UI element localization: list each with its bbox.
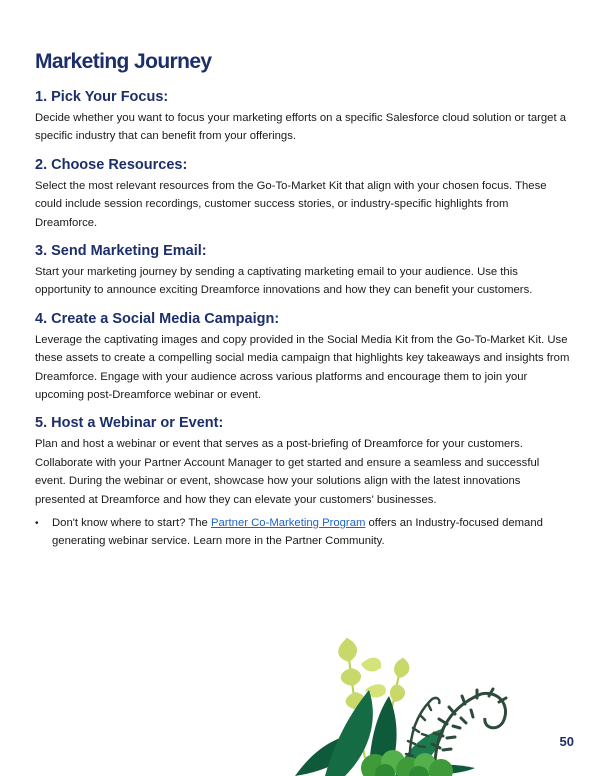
section-body: Start your marketing journey by sending a captivating marketing email to your audience. Use this opportunity to announce exciting Dreamforce innovations and how they can benefit your customers. [35,266,533,297]
section-heading: 2. Choose Resources: [35,156,188,173]
section-pick-focus [35,86,570,146]
section-heading: 3. Send Marketing Email: [35,243,207,260]
section-heading: 4. Create a Social Media Campaign: [35,310,280,327]
document-body [35,86,570,558]
section-body: Plan and host a webinar or event that serves as a post-briefing of Dreamforce for your customers. Collaborate with your Partner Account Manager to get started and ensure a seamless and successful event. During the webinar or event, showcase how your solutions align with the latest innovations presented at Dreamforce and how they can elevate your customers' businesses. [35,438,540,506]
bullet-suffix: offers an Industry-focused demand generating webinar service. Learn more in the Partner Community. [52,517,543,547]
section-social-campaign [35,308,570,405]
section-body: Leverage the captivating images and copy provided in the Social Media Kit from the Go-To-Market Kit. Use these assets to create a compelling social media campaign that highlights key takeaways and insights from Dreamforce. Engage with your audience across various platforms and encourage them to join your upcoming post-Dreamforce webinar or event. [35,333,570,402]
section-choose-resources [35,154,570,232]
bullet-list [35,515,570,550]
page-title: Marketing Journey [35,50,212,73]
section-body: Decide whether you want to focus your marketing efforts on a specific Salesforce cloud solution or target a specific industry that can benefit from your offerings. [35,112,567,143]
section-body: Select the most relevant resources from the Go-To-Market Kit that align with your chosen focus. These could include session recordings, customer success stories, or industry-specific highlights from Dreamforce. [35,179,547,229]
bullet-prefix: Don't know where to start? The [52,517,211,530]
section-send-email [35,240,570,300]
partner-co-marketing-link[interactable]: Partner Co-Marketing Program [210,517,366,530]
bullet-item [35,515,570,550]
page-number: 50 [559,734,574,749]
section-host-webinar [35,412,570,550]
tropical-foliage-illustration [285,628,525,776]
section-heading: 1. Pick Your Focus: [35,89,169,105]
section-heading: 5. Host a Webinar or Event: [35,415,224,432]
